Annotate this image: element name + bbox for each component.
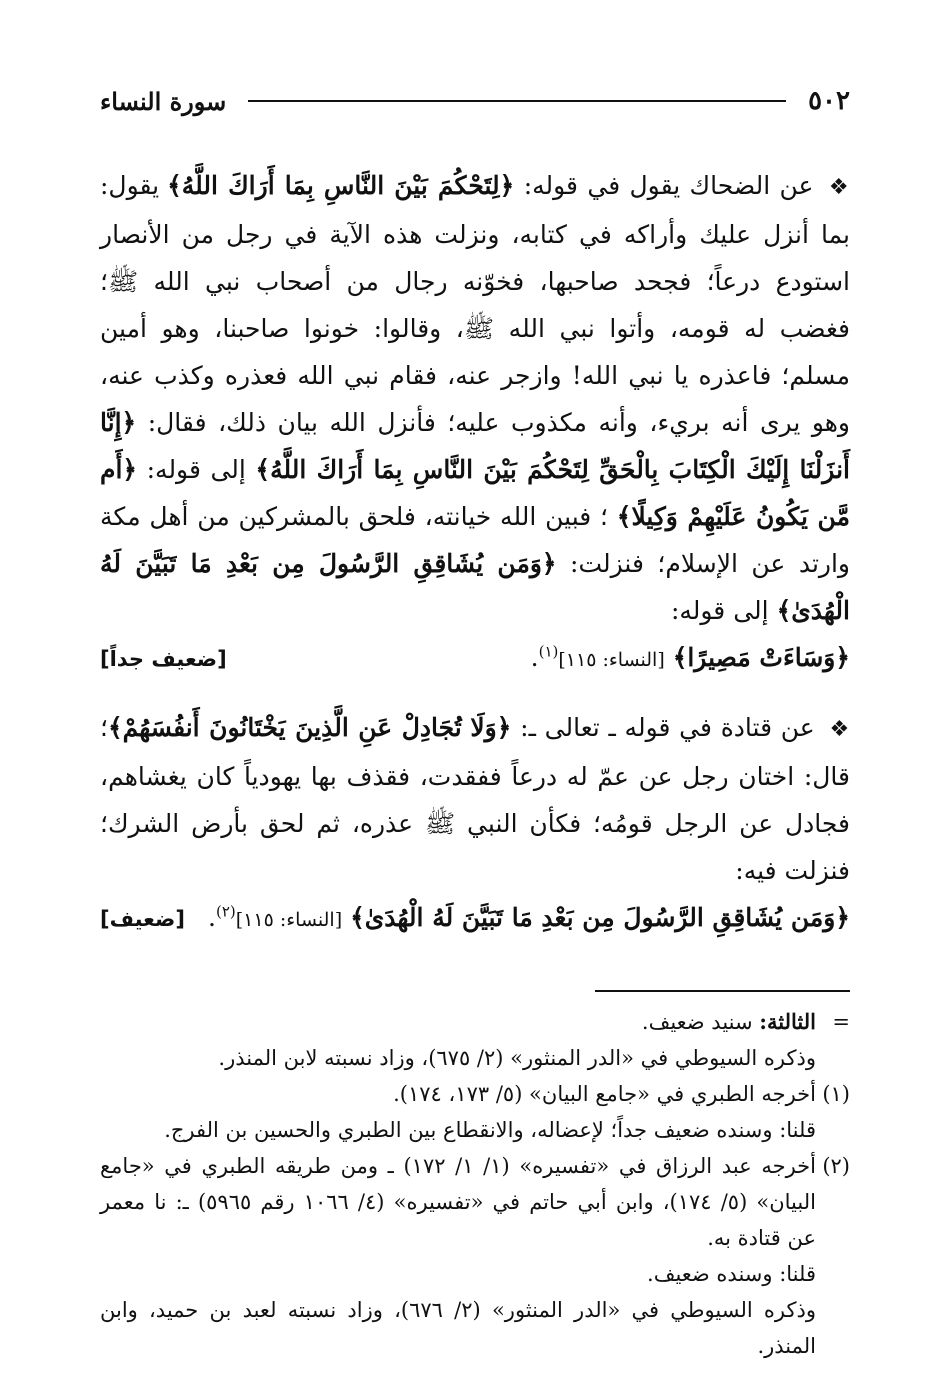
continuation-marker: =: [832, 1010, 850, 1034]
narration-text: عن قتادة في قوله ـ تعالى ـ:: [511, 713, 815, 742]
footnote-body: [100, 1148, 816, 1364]
narration-2: [100, 704, 850, 944]
narration-text: ؛ قال: اختان رجل عن عمّ له درعاً ففقدت، فقذف بها يهودياً كان يغشاهم، فجادل عن الرجل قومُه؛ فكأن النبي ﷺ عذره، ثم لحق بأرض الشرك؛ فنزلت فيه:: [100, 713, 850, 885]
hadith-grade: [ضعيف جداً]: [100, 647, 227, 671]
narration-1: [100, 162, 850, 684]
quran-verse: ﴿أَم مَّن يَكُونُ عَلَيْهِمْ وَكِيلًا﴾: [100, 455, 850, 531]
surah-title: سورة النساء: [100, 86, 227, 116]
footnote-paragraph: [100, 1004, 816, 1040]
footnote-marker[interactable]: (١): [538, 642, 559, 661]
header-rule: [248, 100, 786, 102]
quran-verse: ﴿وَمَن يُشَاقِقِ الرَّسُولَ مِن بَعْدِ مَا تَبَيَّنَ لَهُ الْهُدَىٰ﴾: [100, 549, 850, 625]
footnote-label: الثالثة:: [759, 1009, 816, 1034]
footnote-body: [100, 1004, 816, 1076]
footnote-paragraph: أخرجه الطبري في «جامع البيان» (٥/ ١٧٣، ١٧٤).: [393, 1082, 816, 1106]
bullet-icon: ❖: [829, 717, 851, 742]
footnote-2: [100, 1148, 850, 1364]
narration-text: إلى قوله:: [670, 596, 769, 625]
footnote-continuation: [100, 1004, 850, 1076]
footnotes: [100, 1004, 850, 1364]
running-header: [100, 78, 850, 124]
closing-line: [100, 894, 850, 944]
verse-reference: [النساء: ١١٥]: [558, 649, 665, 671]
footnote-number: (٢): [822, 1154, 850, 1178]
footnote-body: [100, 1076, 816, 1148]
quran-verse: ﴿لِتَحْكُمَ بَيْنَ النَّاسِ بِمَا أَرَاكَ اللَّهُ﴾: [167, 171, 515, 200]
quran-verse: ﴿وَسَاءَتْ مَصِيرًا﴾: [672, 643, 850, 672]
footnote-paragraph: أخرجه عبد الرزاق في «تفسيره» (١/ ١/ ١٧٢) ـ ومن طريقه الطبري في «جامع البيان» (٥/ ١٧٤)، وابن أبي حاتم في «تفسيره» (٤/ ١٠٦٦ رقم ٥٩٦٥) ـ: نا معمر عن قتادة به.: [100, 1154, 816, 1250]
footnote-paragraph: وذكره السيوطي في «الدر المنثور» (٢/ ٦٧٦)، وزاد نسبته لعبد بن حميد، وابن المنذر.: [100, 1298, 816, 1358]
sentence-end: .: [208, 903, 216, 932]
quran-verse: ﴿وَلَا تُجَادِلْ عَنِ الَّذِينَ يَخْتَانُونَ أَنفُسَهُمْ﴾: [107, 713, 512, 742]
closing-line: [100, 634, 850, 684]
sentence-end: .: [530, 643, 539, 672]
narration-text: إلى قوله:: [137, 455, 246, 484]
footnote-1: [100, 1076, 850, 1148]
quran-verse: ﴿إِنَّا أَنزَلْنَا إِلَيْكَ الْكِتَابَ بِالْحَقِّ لِتَحْكُمَ بَيْنَ النَّاسِ بِمَا أَرَاكَ اللَّهُ﴾: [100, 408, 850, 484]
footnote-paragraph: قلنا: وسنده ضعيف جداً؛ لإعضاله، والانقطاع بين الطبري والحسين بن الفرج.: [164, 1118, 816, 1142]
footnote-marker[interactable]: (٢): [215, 902, 236, 921]
narration-text: عن الضحاك يقول في قوله:: [514, 171, 814, 200]
page-number: ٥٠٢: [808, 86, 850, 116]
footnote-paragraph: وذكره السيوطي في «الدر المنثور» (٢/ ٦٧٥)، وزاد نسبته لابن المنذر.: [218, 1046, 816, 1070]
footnote-paragraph: قلنا: وسنده ضعيف.: [647, 1262, 816, 1286]
footnote-separator: [595, 990, 850, 992]
narration-text: يقول: بما أنزل عليك وأراكه في كتابه، ونزلت هذه الآية في رجل من الأنصار استودع درعاً؛ فجحد صاحبها، فخوّنه رجال من أصحاب نبي الله ﷺ؛ فغضب له قومه، وأتوا نبي الله ﷺ، وقالوا: خونوا صاحبنا، وهو أمين مسلم؛ فاعذره يا نبي الله! وازجر عنه، فقام نبي الله فعذره وكذب عنه، وهو يرى أنه بريء، وأنه مكذوب عليه؛ فأنزل الله بيان ذلك، فقال:: [100, 171, 850, 437]
footnote-text: سنيد ضعيف.: [641, 1010, 760, 1034]
hadith-grade: [ضعيف]: [100, 907, 185, 931]
narration-text: ؛ فبين الله خيانته، فلحق بالمشركين من أهل مكة وارتد عن الإسلام؛ فنزلت:: [100, 502, 850, 578]
closing-verse-group: [208, 894, 850, 944]
verse-reference: [النساء: ١١٥]: [235, 909, 343, 931]
closing-verse-group: [531, 634, 850, 684]
book-page: [100, 78, 851, 1358]
quran-verse: ﴿وَمَن يُشَاقِقِ الرَّسُولَ مِن بَعْدِ مَا تَبَيَّنَ لَهُ الْهُدَىٰ﴾: [350, 903, 850, 932]
footnote-number: (١): [822, 1082, 850, 1106]
bullet-icon: ❖: [828, 175, 850, 200]
